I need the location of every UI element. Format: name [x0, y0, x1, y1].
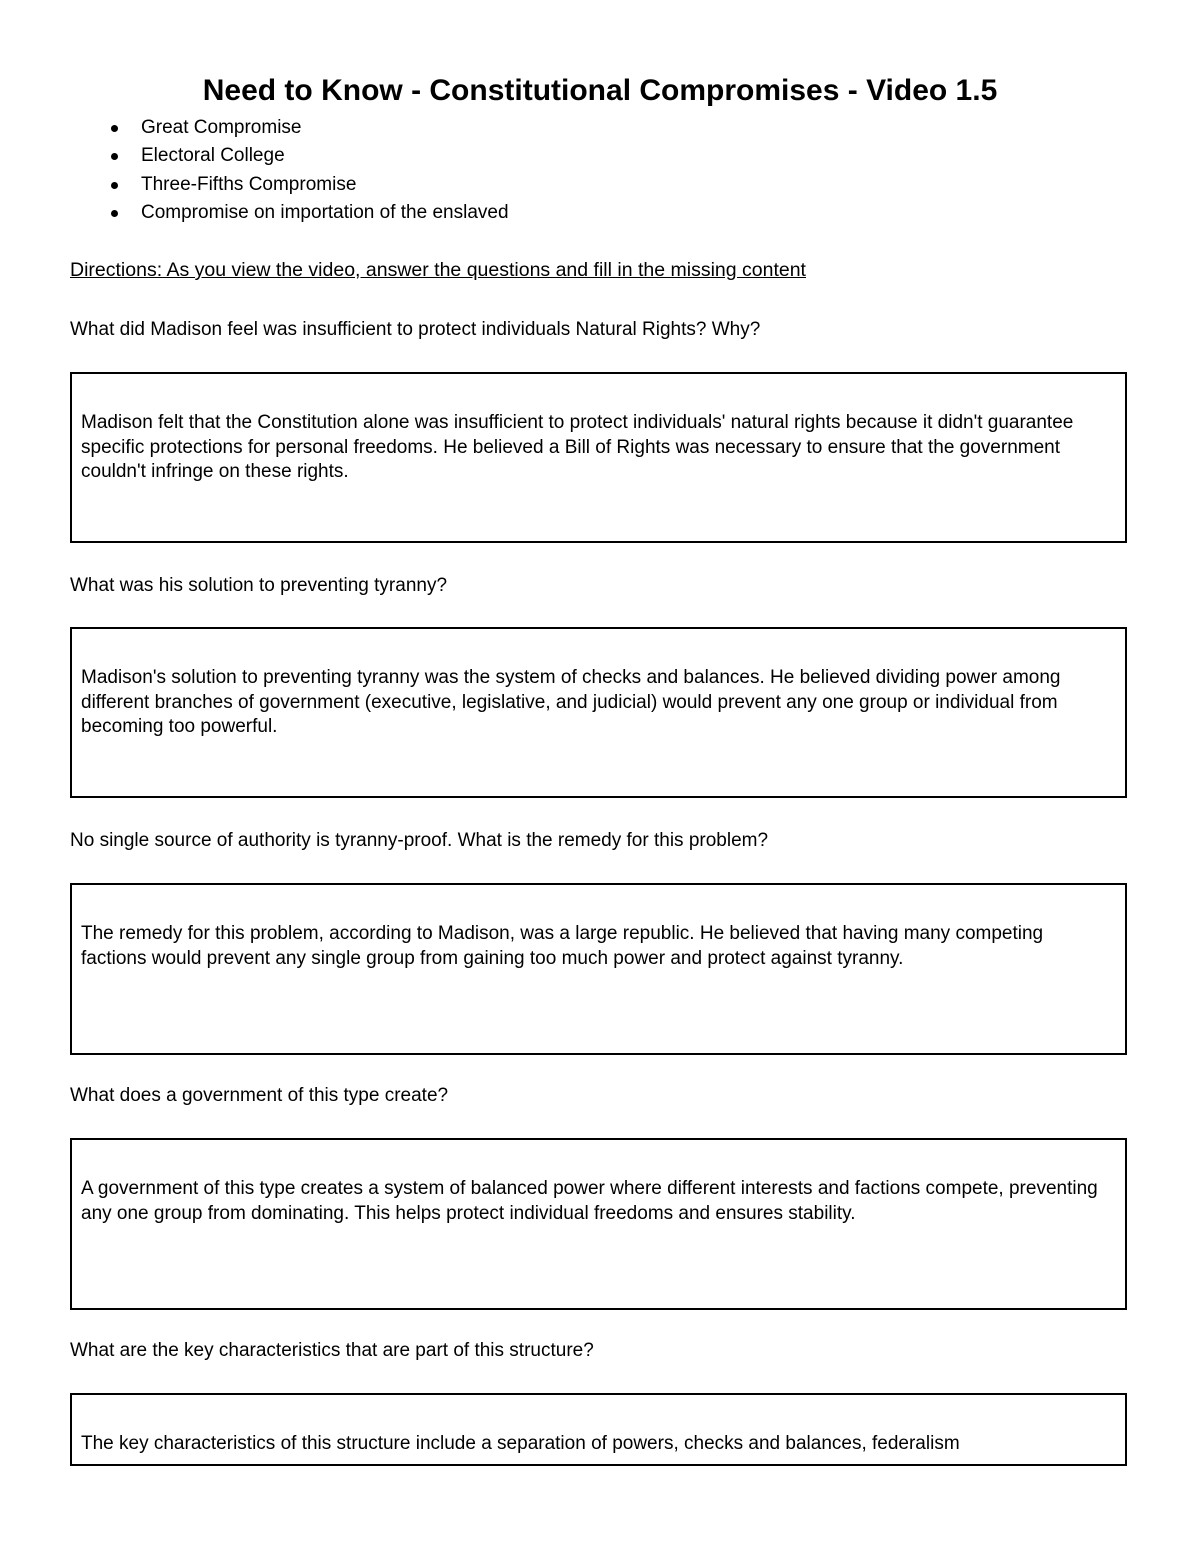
answer-box-5[interactable]: [70, 1393, 1127, 1466]
bullet-icon: [111, 182, 118, 189]
answer-box-3[interactable]: [70, 883, 1127, 1055]
answer-text-3: The remedy for this problem, according to Madison, was a large republic. He believed that having many competing factions would prevent any single group from gaining too much power and protect against tyranny.: [81, 923, 1044, 969]
question-2: What was his solution to preventing tyranny?: [70, 575, 448, 596]
bullet-icon: [111, 125, 118, 132]
answer-box-4[interactable]: [70, 1138, 1127, 1310]
answer-text-2: Madison's solution to preventing tyranny was the system of checks and balances. He believed dividing power among different branches of government (executive, legislative, and judicial) would prevent any one group or individual from becoming too powerful.: [81, 667, 1061, 738]
page-title: Need to Know - Constitutional Compromises - Video 1.5: [202, 74, 998, 107]
topic-label: Compromise on importation of the enslaved: [141, 202, 509, 224]
topic-item: [108, 199, 509, 227]
topic-label: Great Compromise: [141, 117, 302, 138]
question-1: What did Madison feel was insufficient to protect individuals Natural Rights? Why?: [70, 319, 761, 340]
question-4: What does a government of this type create?: [70, 1085, 449, 1106]
topic-list: [108, 114, 509, 228]
answer-box-2[interactable]: [70, 627, 1127, 798]
answer-text-5: The key characteristics of this structure include a separation of powers, checks and balances, federalism: [81, 1433, 960, 1454]
answer-text-1: Madison felt that the Constitution alone was insufficient to protect individuals' natural rights because it didn't guarantee specific protections for personal freedoms. He believed a Bill of Rights was necessary to ensure that the government couldn't infringe on these rights.: [81, 412, 1074, 483]
topic-label: Three-Fifths Compromise: [141, 173, 357, 195]
answer-box-1[interactable]: [70, 372, 1127, 543]
bullet-icon: [111, 153, 118, 160]
topic-item: [108, 114, 509, 142]
topic-item: [108, 171, 509, 199]
topic-item: [108, 142, 509, 170]
question-3: No single source of authority is tyranny-proof. What is the remedy for this problem?: [70, 830, 769, 851]
bullet-icon: [111, 210, 118, 217]
question-5: What are the key characteristics that are part of this structure?: [70, 1340, 594, 1361]
answer-text-4: A government of this type creates a system of balanced power where different interests and factions compete, preventing any one group from dominating. This helps protect individual freedoms and ensures stability.: [81, 1178, 1098, 1224]
directions-text: Directions: As you view the video, answer the questions and fill in the missing content: [70, 259, 806, 281]
topic-label: Electoral College: [141, 145, 285, 167]
